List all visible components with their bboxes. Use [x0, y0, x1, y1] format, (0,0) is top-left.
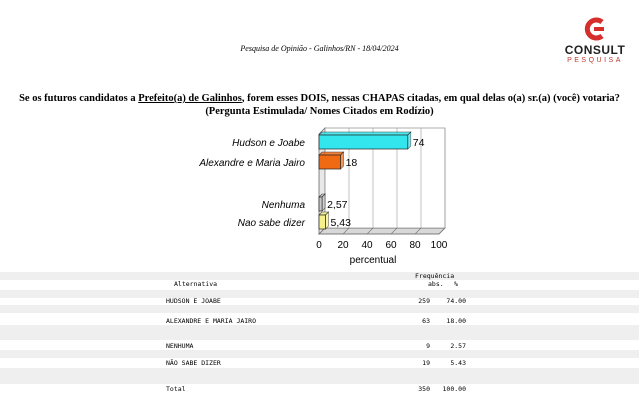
- bar-value-label: 5,43: [330, 217, 351, 229]
- table-row: [0, 317, 639, 325]
- bar-side: [326, 212, 329, 229]
- total-pct: 100.00: [442, 385, 466, 393]
- table-header-row-1: [0, 272, 639, 280]
- row-label: NENHUMA: [166, 342, 194, 350]
- bar-top: [319, 152, 344, 155]
- bar-value-label: 2,57: [327, 199, 348, 211]
- bar-top: [319, 132, 411, 135]
- bar-value-label: 18: [345, 157, 358, 169]
- header-alternativa: Alternativa: [174, 280, 218, 288]
- question-text: [0, 92, 639, 118]
- x-tick-label: 20: [337, 240, 349, 251]
- bar-side: [341, 152, 344, 169]
- header-abs: abs.: [428, 280, 444, 288]
- chart-area: [0, 122, 639, 272]
- row-abs: 19: [422, 359, 430, 367]
- table-row: [0, 359, 639, 367]
- bar: [319, 215, 326, 229]
- bar-side: [322, 194, 325, 211]
- table-spacer: [0, 376, 639, 384]
- question-note: (Pergunta Estimulada/ Nomes Citados em Rodízio): [205, 106, 434, 117]
- x-tick-label: 80: [409, 240, 421, 251]
- row-pct: 18.00: [446, 317, 466, 325]
- table-row: [0, 297, 639, 305]
- row-pct: 74.00: [446, 297, 466, 305]
- question-office: Prefeito(a) de Galinhos: [138, 93, 242, 104]
- table-spacer: [0, 350, 639, 358]
- consult-logo-icon: [582, 16, 608, 42]
- category-label: Nao sabe dizer: [237, 218, 305, 229]
- x-axis-label: percentual: [349, 255, 397, 266]
- header-pct: %: [454, 280, 458, 288]
- row-abs: 9: [426, 342, 430, 350]
- x-tick-label: 60: [385, 240, 397, 251]
- table-header-row-2: [0, 280, 639, 288]
- bar: [319, 197, 322, 211]
- table-row: [0, 342, 639, 350]
- total-label: Total: [166, 385, 186, 393]
- x-tick-label: 0: [316, 240, 322, 251]
- row-pct: 2.57: [450, 342, 466, 350]
- total-abs: 350: [418, 385, 430, 393]
- x-tick-label: 40: [361, 240, 373, 251]
- header-frequency: Frequência: [415, 272, 455, 280]
- bar-side: [408, 132, 411, 149]
- table-total-row: [0, 385, 639, 393]
- category-label: Alexandre e Maria Jairo: [199, 158, 305, 169]
- row-pct: 5.43: [450, 359, 466, 367]
- logo-subtitle: PESQUISA: [567, 57, 623, 64]
- bar-chart: [0, 122, 639, 272]
- row-abs: 63: [422, 317, 430, 325]
- question-part1: Se os futuros candidatos a: [19, 93, 139, 104]
- table-spacer: [0, 332, 639, 340]
- bar: [319, 155, 341, 169]
- row-label: NÃO SABE DIZER: [166, 359, 221, 367]
- bar: [319, 135, 408, 149]
- row-label: ALEXANDRE E MARIA JAIRO: [166, 317, 257, 325]
- consult-logo: [560, 16, 630, 66]
- x-tick-label: 100: [430, 240, 448, 251]
- bar-value-label: 74: [412, 137, 425, 149]
- survey-header: Pesquisa de Opinião - Galinhos/RN - 18/04/2024: [240, 44, 399, 53]
- question-part2: , forem esses DOIS, nessas CHAPAS citadas, em qual delas o(a) sr.(a) (você) votaria?: [241, 93, 620, 104]
- logo-word: CONSULT: [564, 43, 626, 57]
- table-spacer: [0, 368, 639, 376]
- row-abs: 259: [418, 297, 430, 305]
- category-label: Nenhuma: [261, 200, 305, 211]
- category-label: Hudson e Joabe: [232, 138, 305, 149]
- row-label: HUDSON E JOABE: [166, 297, 221, 305]
- table-spacer: [0, 305, 639, 313]
